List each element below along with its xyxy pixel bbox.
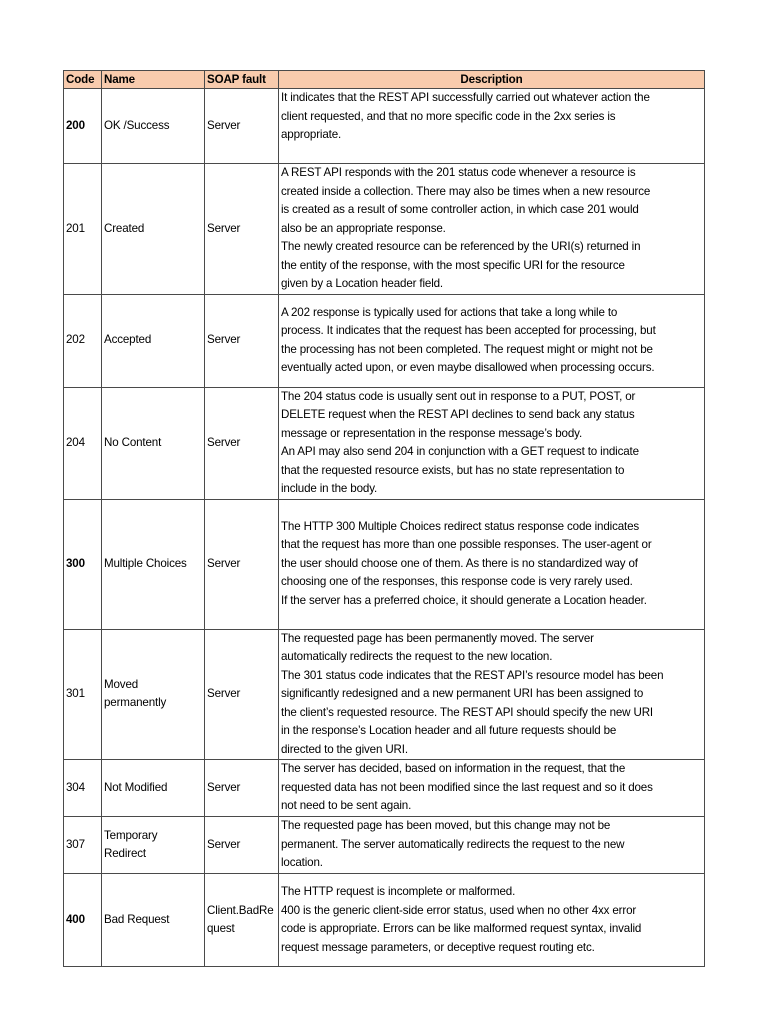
code-cell: 304	[64, 760, 102, 817]
code-cell: 202	[64, 294, 102, 387]
table-row	[64, 817, 705, 874]
soap-fault-cell: Server	[205, 817, 279, 874]
name-cell: Not Modified	[102, 760, 205, 817]
description-line: process. It indicates that the request has been accepted for processing, but	[281, 324, 656, 337]
description-cell	[279, 817, 705, 874]
soap-fault-cell: Server	[205, 294, 279, 387]
description-line: The newly created resource can be referenced by the URI(s) returned in	[281, 240, 641, 253]
header-code: Code	[64, 71, 102, 89]
name-cell: Accepted	[102, 294, 205, 387]
description-cell	[279, 294, 705, 387]
description-line: message or representation in the response message’s body.	[281, 426, 583, 440]
description-line: A REST API responds with the 201 status code whenever a resource is	[281, 166, 636, 179]
name-cell: Multiple Choices	[102, 499, 205, 629]
name-cell: OK /Success	[102, 89, 205, 164]
description-line: eventually acted upon, or even maybe disallowed when processing occurs.	[281, 361, 655, 374]
status-code-table	[63, 70, 705, 967]
description-line: is created as a result of some controller action, in which case 201 would	[281, 203, 639, 216]
soap-fault-cell: Server	[205, 164, 279, 295]
header-name: Name	[102, 71, 205, 89]
name-cell: No Content	[102, 387, 205, 499]
description-line: directed to the given URI.	[281, 742, 408, 756]
description-line: the entity of the response, with the most specific URI for the resource	[281, 258, 625, 272]
soap-fault-cell: Server	[205, 499, 279, 629]
soap-fault-cell: Server	[205, 387, 279, 499]
description-line: choosing one of the responses, this response code is very rarely used.	[281, 575, 633, 589]
description-line: significantly redesigned and a new permanent URI has been assigned to	[281, 687, 644, 700]
description-cell	[279, 874, 705, 967]
description-cell	[279, 760, 705, 817]
description-line: that the request has more than one possible responses. The user-agent or	[281, 538, 652, 552]
description-line: The HTTP request is incomplete or malformed.	[281, 885, 516, 898]
description-line: the processing has not been completed. The request might or might not be	[281, 342, 653, 356]
description-line: appropriate.	[281, 128, 342, 141]
description-line: the client’s requested resource. The REST API should specify the new URI	[281, 705, 653, 719]
code-cell: 400	[64, 874, 102, 967]
table-row	[64, 387, 705, 499]
table-row	[64, 760, 705, 817]
table-header-row	[64, 71, 705, 89]
description-line: It indicates that the REST API successfully carried out whatever action the	[281, 91, 650, 104]
description-line: not need to be sent again.	[281, 799, 412, 812]
table-row	[64, 629, 705, 760]
table-row	[64, 294, 705, 387]
code-cell: 301	[64, 629, 102, 760]
soap-fault-cell: Server	[205, 760, 279, 817]
description-line: given by a Location header field.	[281, 277, 443, 290]
table-row	[64, 89, 705, 164]
description-line: location.	[281, 856, 323, 869]
description-cell	[279, 89, 705, 164]
description-cell	[279, 499, 705, 629]
description-line: The requested page has been permanently moved. The server	[281, 631, 594, 645]
description-line: permanent. The server automatically redirects the request to the new	[281, 837, 625, 851]
description-line: 400 is the generic client-side error status, used when no other 4xx error	[281, 903, 637, 917]
soap-fault-cell: Server	[205, 629, 279, 760]
table-row	[64, 499, 705, 629]
description-line: DELETE request when the REST API declines to send back any status	[281, 408, 635, 421]
name-cell: Bad Request	[102, 874, 205, 967]
description-cell	[279, 629, 705, 760]
description-line: request message parameters, or deceptive request routing etc.	[281, 940, 595, 954]
description-line: The server has decided, based on information in the request, that the	[281, 762, 626, 775]
description-cell	[279, 387, 705, 499]
description-line: client requested, and that no more specific code in the 2xx series is	[281, 109, 616, 123]
code-cell: 200	[64, 89, 102, 164]
description-line: The requested page has been moved, but this change may not be	[281, 819, 611, 832]
code-cell: 201	[64, 164, 102, 295]
header-soap-fault: SOAP fault	[205, 71, 279, 89]
description-line: the user should choose one of them. As there is no standardized way of	[281, 556, 638, 570]
description-line: The HTTP 300 Multiple Choices redirect status response code indicates	[281, 519, 640, 533]
description-line: code is appropriate. Errors can be like malformed request syntax, invalid	[281, 922, 642, 935]
code-cell: 307	[64, 817, 102, 874]
table-row	[64, 164, 705, 295]
description-line: automatically redirects the request to the new location.	[281, 650, 553, 663]
description-line: created inside a collection. There may also be times when a new resource	[281, 184, 651, 198]
description-line: An API may also send 204 in conjunction with a GET request to indicate	[281, 445, 639, 458]
description-line: in the response’s Location header and all future requests should be	[281, 724, 617, 737]
header-description: Description	[279, 71, 705, 89]
description-line: that the requested resource exists, but has no state representation to	[281, 463, 625, 477]
code-cell: 204	[64, 387, 102, 499]
description-line: The 204 status code is usually sent out in response to a PUT, POST, or	[281, 389, 636, 403]
description-line: The 301 status code indicates that the REST API’s resource model has been	[281, 668, 664, 682]
soap-fault-cell: Client.BadRequest	[205, 874, 279, 967]
description-line: If the server has a preferred choice, it should generate a Location header.	[281, 593, 647, 607]
table-row	[64, 874, 705, 967]
name-cell: Moved permanently	[102, 629, 205, 760]
description-line: A 202 response is typically used for actions that take a long while to	[281, 305, 618, 319]
name-cell: Temporary Redirect	[102, 817, 205, 874]
code-cell: 300	[64, 499, 102, 629]
name-cell: Created	[102, 164, 205, 295]
description-line: also be an appropriate response.	[281, 221, 446, 235]
description-cell	[279, 164, 705, 295]
description-line: include in the body.	[281, 482, 378, 495]
soap-fault-cell: Server	[205, 89, 279, 164]
description-line: requested data has not been modified since the last request and so it does	[281, 780, 653, 794]
